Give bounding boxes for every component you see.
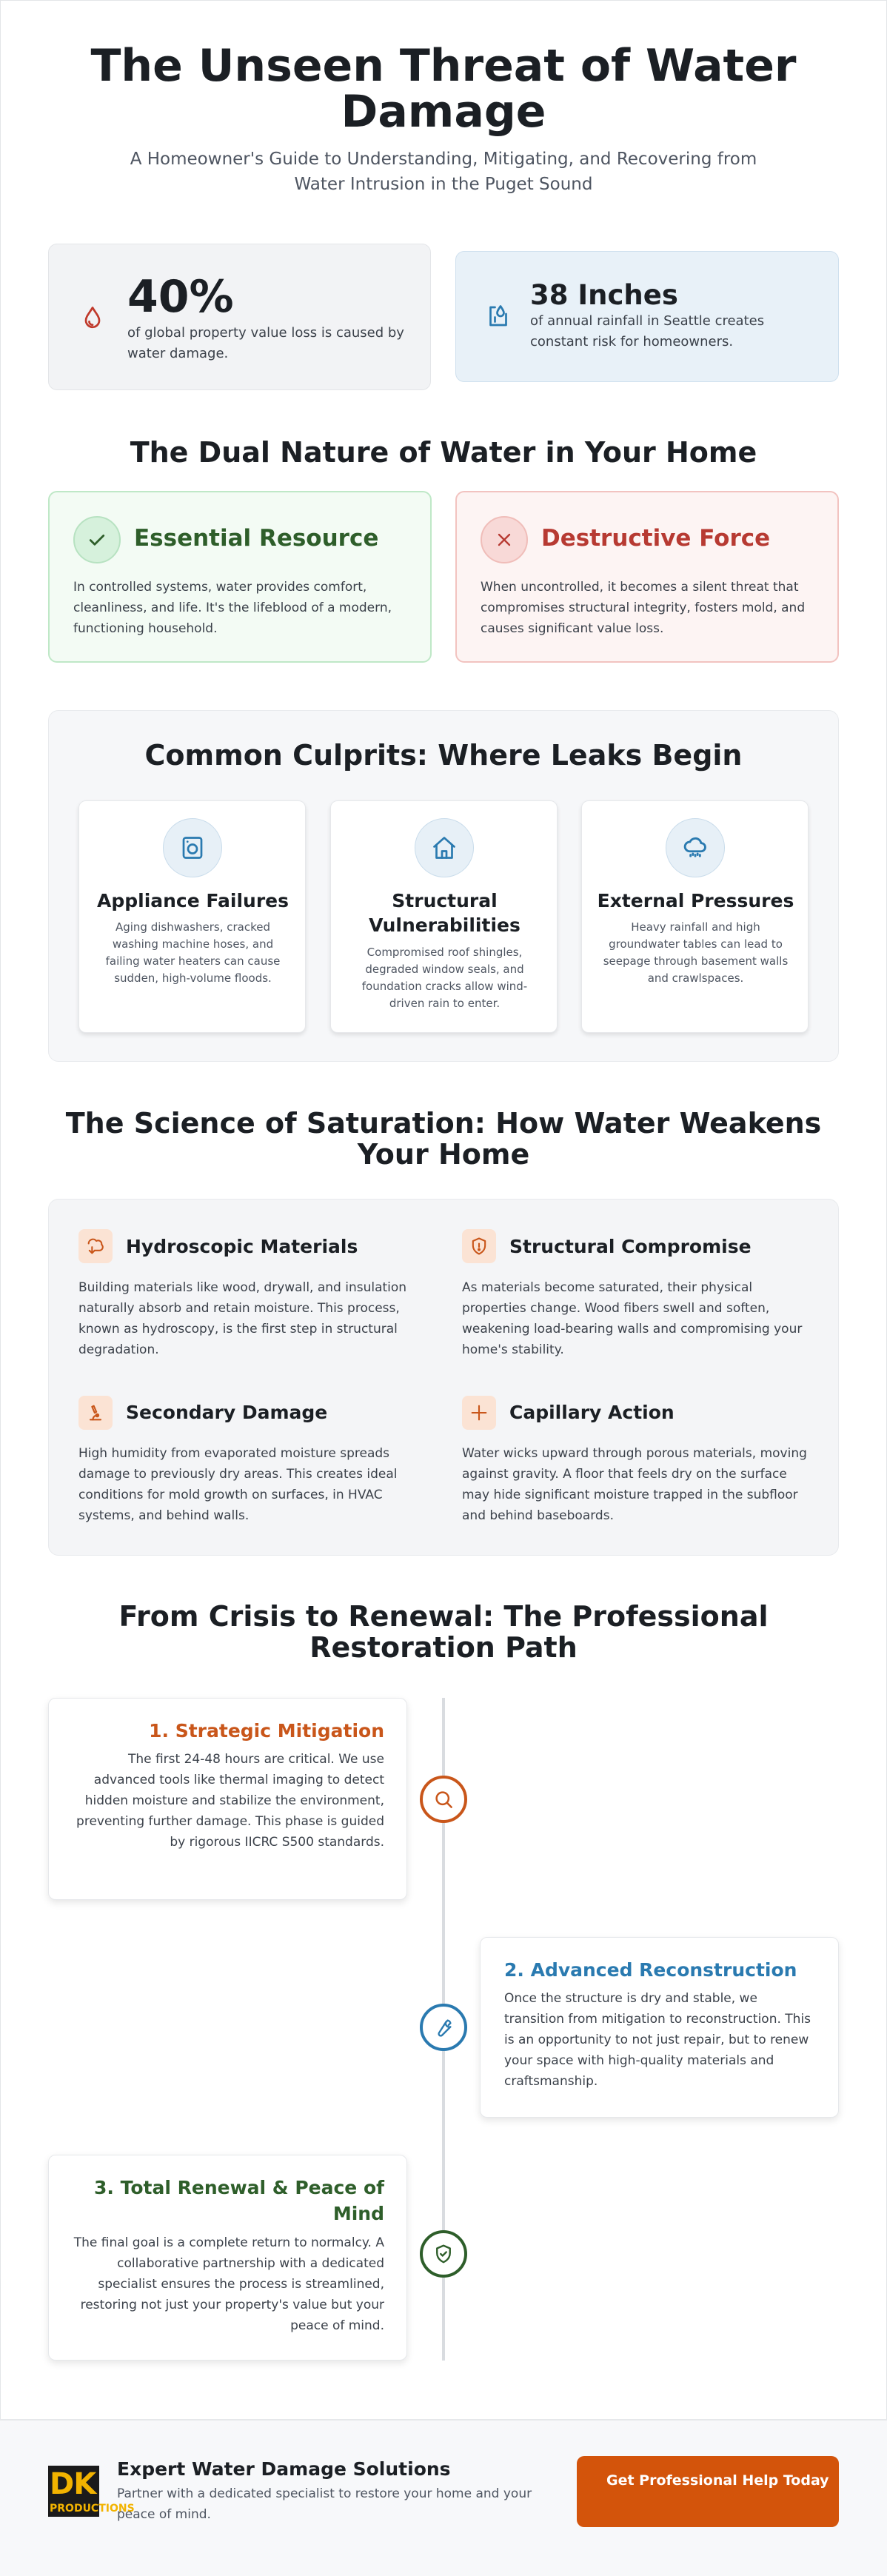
house-icon <box>415 818 474 877</box>
wrench-icon <box>420 2004 467 2051</box>
culprit-title: Structural Vulnerabilities <box>369 890 521 936</box>
search-icon <box>420 1776 467 1823</box>
culprit-text: Aging dishwashers, cracked washing machine hoses, and failing water heaters can cause sudden, high-volume floods. <box>105 920 281 985</box>
appliance-icon <box>163 818 222 877</box>
culprit-text: Compromised roof shingles, degraded window seals, and foundation cracks allow wind-driven rain to enter. <box>361 946 528 1010</box>
shield-check-icon <box>420 2230 467 2278</box>
restoration-step-mitigation <box>48 1698 407 1900</box>
stat-description: of annual rainfall in Seattle creates constant risk for homeowners. <box>530 313 765 349</box>
step-title: 2. Advanced Reconstruction <box>504 1959 797 1981</box>
essential-resource-text: In controlled systems, water provides comfort, cleanliness, and life. It's the lifeblood of a modern, functioning household. <box>73 580 392 636</box>
microscope-icon <box>78 1396 113 1430</box>
step-title: 1. Strategic Mitigation <box>149 1720 384 1742</box>
culprit-title: External Pressures <box>597 890 794 911</box>
company-logo <box>48 2466 135 2517</box>
check-icon <box>73 516 121 563</box>
rain-gauge-icon <box>485 303 512 329</box>
science-item-text: As materials become saturated, their physical properties change. Wood fibers swell and soften, weakening load-bearing walls and compromising your home's stability. <box>462 1280 803 1357</box>
rain-cloud-icon <box>666 818 725 877</box>
shield-alert-icon <box>462 1229 496 1263</box>
stat-card-property-loss <box>48 244 431 390</box>
culprit-card-appliance <box>78 800 306 1033</box>
stat-card-rainfall <box>455 251 839 382</box>
stat-value: 38 Inches <box>530 279 678 311</box>
culprit-title: Appliance Failures <box>96 890 289 911</box>
footer-text: Partner with a dedicated specialist to restore your home and your peace of mind. <box>117 2486 532 2522</box>
culprit-card-external <box>581 800 809 1033</box>
water-drop-icon <box>79 304 106 331</box>
culprit-card-structural <box>330 800 558 1033</box>
stat-value: 40% <box>127 271 234 323</box>
science-item-title: Secondary Damage <box>126 1402 328 1423</box>
restoration-step-reconstruction <box>480 1937 839 2118</box>
destructive-force-heading: Destructive Force <box>541 525 771 552</box>
logo-wordmark: PRODUCTIONS <box>50 2503 135 2515</box>
science-item-text: Building materials like wood, drywall, and insulation naturally absorb and retain moisture. This process, known as hydroscopy, is the first step in structural degradation. <box>78 1280 407 1357</box>
page-subtitle: A Homeowner's Guide to Understanding, Mitigating, and Recovering from Water Intrusion in the Puget Sound <box>130 150 757 194</box>
absorb-icon <box>78 1229 113 1263</box>
logo-mark: DK <box>50 2467 96 2501</box>
essential-resource-heading: Essential Resource <box>134 525 379 552</box>
science-item-text: Water wicks upward through porous materials, moving against gravity. A floor that feels dry on the surface may hide significant moisture trapped in the subfloor and behind baseboards. <box>462 1446 807 1523</box>
science-item-title: Capillary Action <box>509 1402 675 1423</box>
science-item-title: Hydroscopic Materials <box>126 1236 358 1257</box>
step-text: The final goal is a complete return to normalcy. A collaborative partnership with a dedicated specialist ensures the process is streamlined, restoring not just your property's value but your peace of mind. <box>73 2235 384 2333</box>
section-title-dual-nature: The Dual Nature of Water in Your Home <box>130 436 757 469</box>
footer-title: Expert Water Damage Solutions <box>117 2458 451 2480</box>
get-help-button[interactable]: Get Professional Help Today <box>577 2456 839 2527</box>
step-text: The first 24-48 hours are critical. We use advanced tools like thermal imaging to detect hidden moisture and stabilize the environment, preventing further damage. This phase is guided by rigorous IICRC S500 standards. <box>76 1752 384 1850</box>
science-item-text: High humidity from evaporated moisture spreads damage to previously dry areas. This creates ideal conditions for mold growth on surfaces, in HVAC systems, and behind walls. <box>78 1446 398 1523</box>
stat-description: of global property value loss is caused by water damage. <box>127 325 404 361</box>
step-text: Once the structure is dry and stable, we transition from mitigation to reconstruction. This is an opportunity to not just repair, but to renew your space with high-quality materials and craftsmanship. <box>504 1991 811 2089</box>
plus-icon <box>462 1396 496 1430</box>
destructive-force-card <box>455 491 839 663</box>
section-title-culprits: Common Culprits: Where Leaks Begin <box>144 739 743 772</box>
culprit-text: Heavy rainfall and high groundwater tables can lead to seepage through basement walls and crawlspaces. <box>603 920 789 985</box>
section-title-restoration: From Crisis to Renewal: The Professional Restoration Path <box>118 1600 769 1664</box>
section-title-science: The Science of Saturation: How Water Weakens Your Home <box>65 1107 822 1171</box>
page-title: The Unseen Threat of Water Damage <box>90 40 797 138</box>
essential-resource-card <box>48 491 432 663</box>
step-title: 3. Total Renewal & Peace of Mind <box>94 2177 384 2224</box>
science-item-title: Structural Compromise <box>509 1236 752 1257</box>
restoration-step-renewal <box>48 2155 407 2361</box>
destructive-force-text: When uncontrolled, it becomes a silent threat that compromises structural integrity, fosters mold, and causes significant value loss. <box>481 580 806 636</box>
x-icon <box>481 516 528 563</box>
